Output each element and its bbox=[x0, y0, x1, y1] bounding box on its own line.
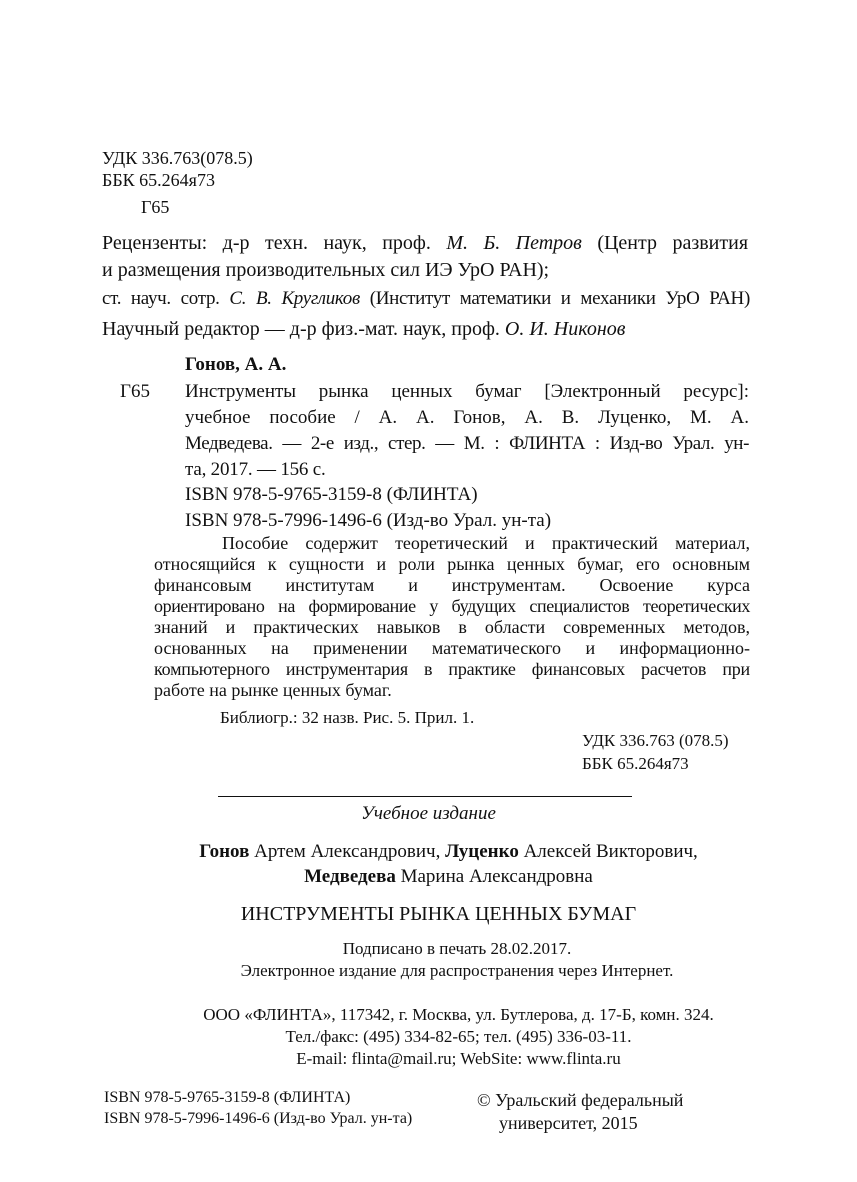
abstract-line: финансовым институтам и инструментам. Освоение курса bbox=[154, 575, 750, 595]
author-1-name: Артем Александрович, bbox=[254, 841, 441, 862]
copyright-line-2: университет, 2015 bbox=[499, 1113, 638, 1133]
udk-code: УДК 336.763(078.5) bbox=[102, 148, 253, 168]
author-3-name: Марина Александровна bbox=[400, 866, 593, 887]
reviewer-2-affiliation: (Институт математики и механики УрО РАН) bbox=[369, 288, 750, 309]
reviewers-line-2: и размещения производительных сил ИЭ УрО РАН); bbox=[102, 259, 550, 281]
editor-title: Научный редактор — д-р физ.-мат. наук, проф. bbox=[102, 318, 500, 340]
publisher-address: ООО «ФЛИНТА», 117342, г. Москва, ул. Бутлерова, д. 17-Б, комн. 324. bbox=[203, 1005, 714, 1024]
copyright-line-1: © Уральский федеральный bbox=[477, 1090, 684, 1110]
editor-name: О. И. Никонов bbox=[504, 318, 626, 340]
abstract bbox=[154, 533, 750, 701]
author-3-surname: Медведева bbox=[304, 866, 396, 887]
abstract-line: знаний и практических навыков в области современных методов, bbox=[154, 617, 750, 637]
author-1-surname: Гонов bbox=[199, 841, 250, 862]
bbk-code-bottom: ББК 65.264я73 bbox=[582, 754, 689, 773]
reviewer-1-affiliation: (Центр развития bbox=[597, 232, 749, 254]
bbk-code: ББК 65.264я73 bbox=[102, 170, 215, 190]
abstract-line: относящийся к сущности и роли рынка ценных бумаг, его основным bbox=[154, 554, 750, 574]
catalog-isbn-2: ISBN 978-5-7996-1496-6 (Изд-во Урал. ун-та) bbox=[185, 510, 552, 531]
bibliography-note: Библиогр.: 32 назв. Рис. 5. Прил. 1. bbox=[220, 708, 475, 727]
abstract-line: работе на рынке ценных бумаг. bbox=[154, 680, 392, 700]
divider-line bbox=[218, 796, 632, 797]
udk-code-bottom: УДК 336.763 (078.5) bbox=[582, 731, 729, 750]
catalog-author: Гонов, А. А. bbox=[185, 354, 287, 375]
author-2-name: Алексей Викторович, bbox=[523, 841, 698, 862]
authors-line-2 bbox=[0, 864, 857, 890]
footer-isbn-2: ISBN 978-5-7996-1496-6 (Изд-во Урал. ун-та) bbox=[104, 1110, 413, 1127]
author-mark: Г65 bbox=[141, 197, 170, 217]
signed-date: Подписано в печать 28.02.2017. bbox=[342, 939, 572, 958]
catalog-title-line-4: та, 2017. — 156 с. bbox=[185, 459, 326, 480]
edition-type: Учебное издание bbox=[361, 803, 496, 824]
abstract-line: компьютерного инструментария в практике финансовых расчетов при bbox=[154, 659, 750, 679]
author-2-surname: Луценко bbox=[445, 841, 519, 862]
distribution-note: Электронное издание для распространения через Интернет. bbox=[240, 961, 674, 980]
footer-isbn-1: ISBN 978-5-9765-3159-8 (ФЛИНТА) bbox=[104, 1089, 351, 1106]
reviewers-prefix: Рецензенты: д-р техн. наук, проф. bbox=[102, 232, 431, 254]
scientific-editor bbox=[102, 316, 625, 343]
catalog-title-line-3: Медведева. — 2-е изд., стер. — М. : ФЛИНТА : Изд-во Урал. ун- bbox=[185, 433, 749, 454]
abstract-line: ориентировано на формирование у будущих специалистов теоретических bbox=[154, 596, 750, 616]
authors-line-1 bbox=[0, 839, 857, 865]
catalog-title-line-1: Инструменты рынка ценных бумаг [Электронный ресурс]: bbox=[185, 381, 749, 402]
reviewers-line-3 bbox=[102, 286, 750, 312]
reviewer-2-title: ст. науч. сотр. bbox=[102, 288, 220, 309]
publisher-phones: Тел./факс: (495) 334-82-65; тел. (495) 336-03-11. bbox=[285, 1027, 632, 1046]
abstract-line: Пособие содержит теоретический и практический материал, bbox=[222, 533, 750, 553]
reviewers-line-1 bbox=[102, 230, 748, 257]
book-title: ИНСТРУМЕНТЫ РЫНКА ЦЕННЫХ БУМАГ bbox=[240, 903, 637, 925]
catalog-title-line-2: учебное пособие / А. А. Гонов, А. В. Луценко, М. А. bbox=[185, 407, 749, 428]
reviewer-2-name: С. В. Кругликов bbox=[229, 288, 360, 309]
reviewer-1-name: М. Б. Петров bbox=[446, 232, 582, 254]
publisher-contacts: E-mail: flinta@mail.ru; WebSite: www.flinta.ru bbox=[296, 1049, 621, 1068]
catalog-code: Г65 bbox=[120, 381, 150, 402]
abstract-line: основанных на применении математического и информационно- bbox=[154, 638, 750, 658]
catalog-isbn-1: ISBN 978-5-9765-3159-8 (ФЛИНТА) bbox=[185, 484, 478, 505]
